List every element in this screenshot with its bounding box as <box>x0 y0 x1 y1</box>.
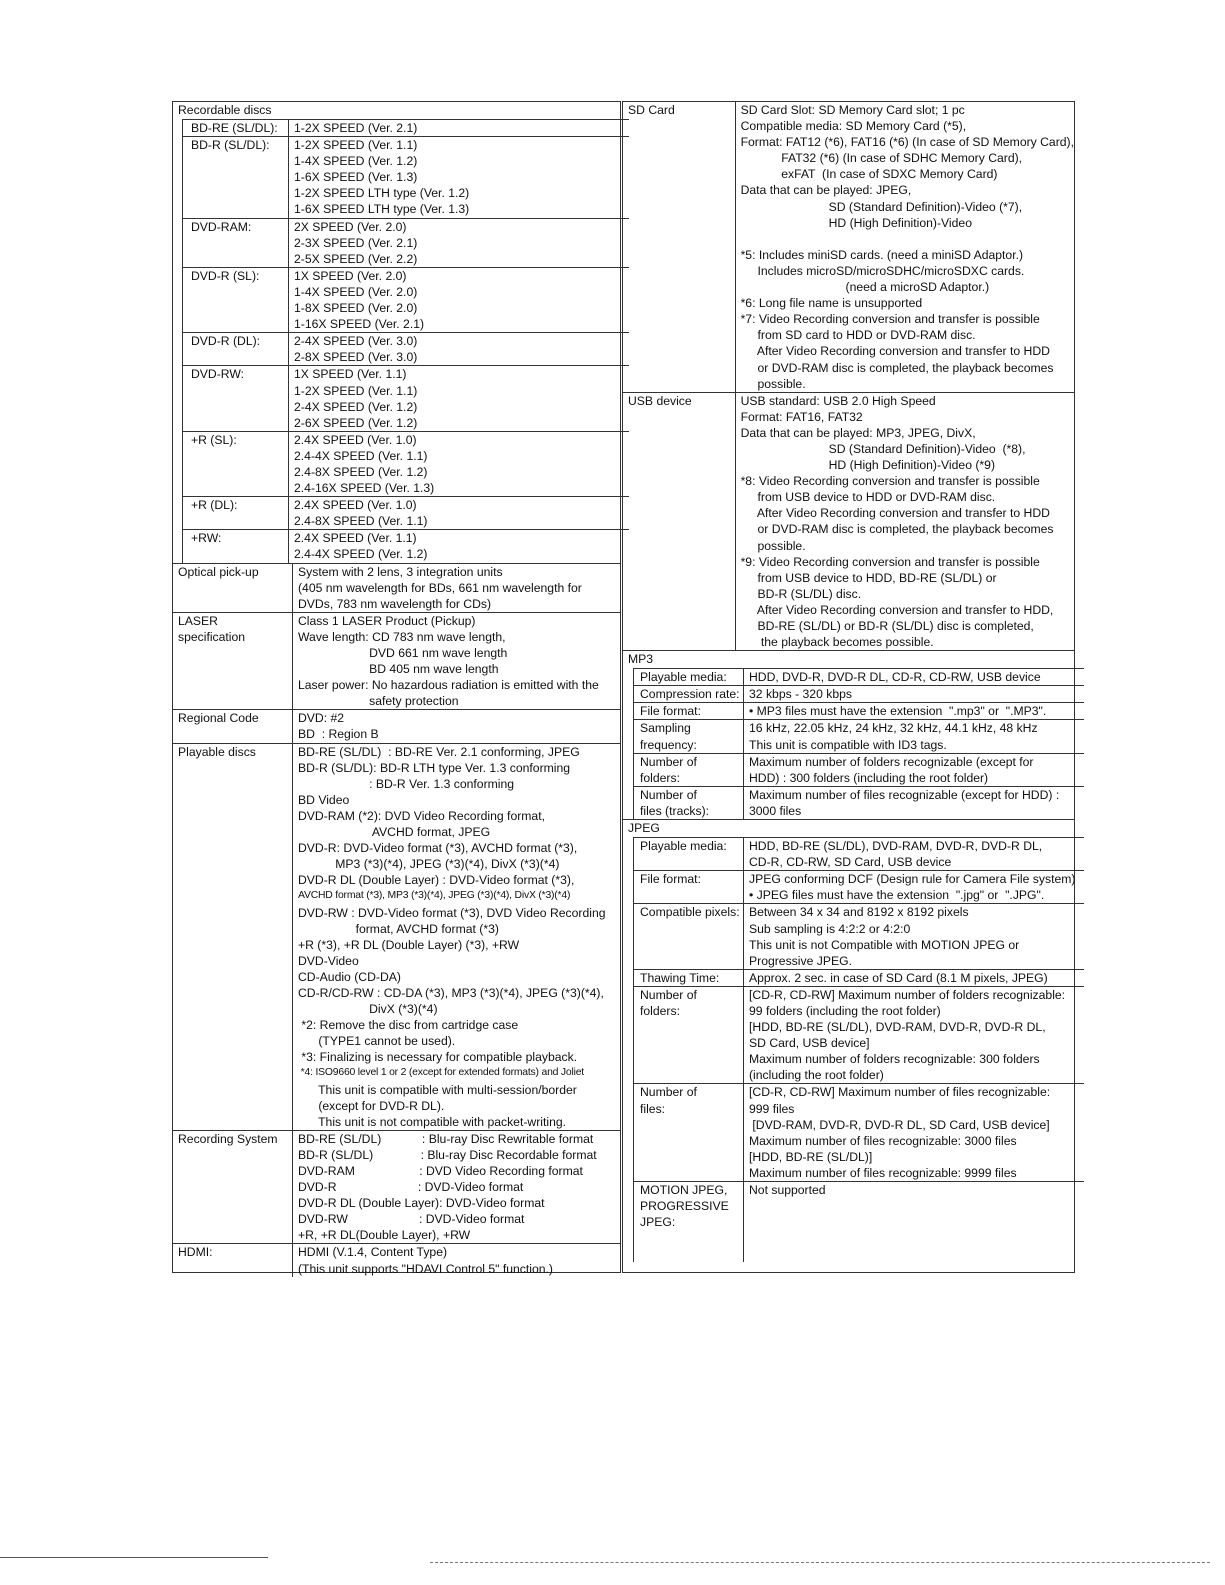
jpeg-spec-value <box>744 1182 1085 1263</box>
jpeg-spec-value-line: This unit is not Compatible with MOTION JPEG or <box>749 937 1020 952</box>
jpeg-spec-label <box>634 986 744 1084</box>
right-spec-value-line: SD (Standard Definition)-Video (*8), <box>740 441 1026 456</box>
right-spec-value-line: HD (High Definition)-Video (*9) <box>740 458 996 473</box>
recordable-disc-label-text: DVD-RW: <box>191 367 245 382</box>
recordable-disc-value-line: 2.4-4X SPEED (Ver. 1.1) <box>294 448 428 463</box>
recordable-discs-table <box>182 119 629 563</box>
recordable-disc-value-line: 1-8X SPEED (Ver. 2.0) <box>294 301 418 316</box>
mp3-spec-label <box>634 786 744 819</box>
left-spec-row <box>173 1244 620 1277</box>
left-spec-row <box>173 710 620 743</box>
left-spec-value <box>293 612 621 710</box>
left-spec-value-line: CD-R/CD-RW : CD-DA (*3), MP3 (*3)(*4), JPEG (*3)(*4), <box>298 985 604 1000</box>
mp3-spec-row <box>634 703 1085 720</box>
jpeg-spec-value-line: Between 34 x 34 and 8192 x 8192 pixels <box>749 905 969 920</box>
mp3-section <box>623 650 1074 819</box>
left-spec-value-line: DVD-RAM : DVD Video Recording format <box>298 1164 583 1178</box>
recordable-disc-value-line: 2.4X SPEED (Ver. 1.0) <box>294 498 417 513</box>
recordable-disc-value-line: 2.4-16X SPEED (Ver. 1.3) <box>294 481 435 496</box>
left-spec-value <box>293 1244 621 1277</box>
mp3-spec-value-line: HDD) : 300 folders (including the root folder) <box>749 770 989 785</box>
right-spec-value-line: *6: Long file name is unsupported <box>740 296 923 311</box>
recordable-disc-value <box>289 267 630 332</box>
jpeg-spec-value-line: Maximum number of folders recognizable: 300 folders <box>749 1052 1040 1067</box>
mp3-spec-value <box>744 720 1085 753</box>
jpeg-spec-value <box>744 986 1085 1084</box>
jpeg-spec-row <box>634 838 1085 871</box>
left-spec-value-line: CD-Audio (CD-DA) <box>298 969 401 984</box>
left-spec-label <box>173 1244 293 1277</box>
jpeg-spec-value-line: Maximum number of files recognizable: 9999 files <box>749 1165 1017 1180</box>
mp3-spec-row <box>634 786 1085 819</box>
left-spec-value-line: BD-R (SL/DL) : Blu-ray Disc Recordable format <box>298 1147 597 1162</box>
right-spec-label <box>623 392 735 650</box>
recordable-disc-value-line: 1-2X SPEED (Ver. 1.1) <box>294 383 418 398</box>
mp3-spec-value-line: • MP3 files must have the extension ".mp3" or ".MP3". <box>749 704 1047 719</box>
jpeg-spec-row <box>634 969 1085 986</box>
right-spec-value-line: After Video Recording conversion and transfer to HDD, <box>740 602 1054 617</box>
jpeg-table <box>633 837 1084 1262</box>
recordable-disc-label <box>183 497 289 530</box>
mp3-spec-value <box>744 669 1085 686</box>
jpeg-heading: JPEG <box>628 821 660 836</box>
mp3-spec-value-line: HDD, DVD-R, DVD-R DL, CD-R, CD-RW, USB device <box>749 670 1041 685</box>
right-spec-value-line: possible. <box>740 538 806 553</box>
recordable-disc-value <box>289 137 630 218</box>
mp3-spec-value-line: 16 kHz, 22.05 kHz, 24 kHz, 32 kHz, 44.1 kHz, 48 kHz <box>749 721 1038 736</box>
right-spec-label-line: USB device <box>628 393 692 408</box>
mp3-spec-row <box>634 753 1085 786</box>
recordable-disc-value <box>289 218 630 267</box>
jpeg-spec-value-line: Progressive JPEG. <box>749 953 852 968</box>
recordable-disc-value-line: 2-3X SPEED (Ver. 2.1) <box>294 235 418 250</box>
jpeg-spec-value-line: (including the root folder) <box>749 1068 884 1083</box>
jpeg-spec-label <box>634 969 744 986</box>
recordable-disc-value-line: 2-8X SPEED (Ver. 3.0) <box>294 350 418 365</box>
mp3-spec-value-line: 3000 files <box>749 803 802 818</box>
right-spec-value-line: *7: Video Recording conversion and transfer is possible <box>740 312 1040 327</box>
left-spec-value-line: DVD-Video <box>298 953 359 968</box>
right-spec-value-line: *5: Includes miniSD cards. (need a miniSD Adaptor.) <box>740 247 1024 262</box>
left-spec-value-line: (except for DVD-R DL). <box>298 1098 445 1113</box>
mp3-spec-row <box>634 720 1085 753</box>
recordable-disc-label <box>183 120 289 137</box>
left-spec-label-line: Playable discs <box>178 744 256 759</box>
right-spec-value-line: HD (High Definition)-Video <box>740 215 972 230</box>
recordable-disc-value-line: 2.4X SPEED (Ver. 1.1) <box>294 531 417 546</box>
right-spec-value-line: Includes microSD/microSDHC/microSDXC cards. <box>740 263 1025 278</box>
recordable-disc-label <box>183 218 289 267</box>
recordable-disc-value <box>289 366 630 431</box>
jpeg-spec-label <box>634 1182 744 1263</box>
jpeg-spec-value-line <box>749 1246 1084 1262</box>
right-spec-value-line: from SD card to HDD or DVD-RAM disc. <box>740 328 976 343</box>
jpeg-spec-value-line: HDD, BD-RE (SL/DL), DVD-RAM, DVD-R, DVD-R DL, <box>749 839 1043 854</box>
footer-rule-right <box>430 1562 1210 1563</box>
left-spec-value-line: *4: ISO9660 level 1 or 2 (except for extended formats) and Joliet <box>298 1067 584 1079</box>
left-spec-value-line: DVD 661 nm wave length <box>298 646 508 660</box>
jpeg-spec-value <box>744 871 1085 904</box>
jpeg-spec-label-line: File format: <box>640 872 701 887</box>
recordable-disc-label-text: BD-R (SL/DL): <box>191 138 270 153</box>
recordable-disc-value-line: 1-4X SPEED (Ver. 1.2) <box>294 154 418 169</box>
right-spec-value-line: Data that can be played: JPEG, <box>740 183 912 198</box>
mp3-spec-label-line: frequency: <box>640 737 697 752</box>
right-spec-value-line: USB standard: USB 2.0 High Speed <box>740 393 936 408</box>
right-spec-table <box>623 102 1074 650</box>
left-spec-label <box>173 1130 293 1244</box>
right-spec-value-line: Data that can be played: MP3, JPEG, DivX, <box>740 425 976 440</box>
left-spec-value-line: BD-R (SL/DL): BD-R LTH type Ver. 1.3 conforming <box>298 760 571 775</box>
right-spec-value-line: BD-RE (SL/DL) or BD-R (SL/DL) disc is completed, <box>740 619 1034 633</box>
mp3-spec-label-line: files (tracks): <box>640 803 710 818</box>
recordable-discs-heading: Recordable discs <box>178 103 272 117</box>
jpeg-spec-value-line: 999 files <box>749 1101 795 1116</box>
right-spec-value <box>735 102 1074 392</box>
left-spec-value <box>293 710 621 743</box>
left-spec-value-line: BD 405 nm wave length <box>298 662 499 677</box>
right-spec-value-line: Compatible media: SD Memory Card (*5), <box>740 119 967 134</box>
mp3-spec-label-line: Compression rate: <box>640 687 740 702</box>
recordable-disc-value-line: 1-6X SPEED LTH type (Ver. 1.3) <box>294 202 470 217</box>
left-spec-value-line: *2: Remove the disc from cartridge case <box>298 1018 519 1033</box>
jpeg-spec-value-line: [CD-R, CD-RW] Maximum number of folders recognizable: <box>749 987 1066 1002</box>
recordable-disc-label-text: DVD-RAM: <box>191 219 252 234</box>
recordable-disc-value-line: 1-16X SPEED (Ver. 2.1) <box>294 317 425 332</box>
right-spec-value-line: (need a microSD Adaptor.) <box>740 280 990 295</box>
recordable-disc-value-line: 1-6X SPEED (Ver. 1.3) <box>294 170 418 185</box>
left-spec-row <box>173 563 620 612</box>
jpeg-spec-label-line: MOTION JPEG, <box>640 1183 728 1197</box>
recordable-disc-value <box>289 530 630 563</box>
jpeg-spec-row <box>634 1084 1085 1182</box>
recordable-disc-value-line: 2-4X SPEED (Ver. 1.2) <box>294 399 418 414</box>
left-spec-value-line: This unit is compatible with multi-session/border <box>298 1082 577 1097</box>
jpeg-spec-label <box>634 871 744 904</box>
left-spec-value-line: DVD-R : DVD-Video format <box>298 1180 524 1195</box>
left-spec-value-line: BD-RE (SL/DL) : Blu-ray Disc Rewritable format <box>298 1131 594 1146</box>
recordable-disc-row <box>183 267 630 332</box>
recordable-disc-label <box>183 137 289 218</box>
left-spec-value-line: DVDs, 783 nm wavelength for CDs) <box>298 596 492 611</box>
left-spec-column <box>172 101 621 1276</box>
recordable-disc-label <box>183 333 289 366</box>
jpeg-spec-label-line: JPEG: <box>640 1215 676 1230</box>
jpeg-spec-value <box>744 1084 1085 1182</box>
recordable-disc-label <box>183 431 289 496</box>
left-spec-value-line: : BD-R Ver. 1.3 conforming <box>298 776 515 791</box>
left-spec-label <box>173 612 293 710</box>
right-spec-value-line: *9: Video Recording conversion and transfer is possible <box>740 554 1040 569</box>
jpeg-spec-value-line: [HDD, BD-RE (SL/DL), DVD-RAM, DVD-R, DVD-R DL, <box>749 1020 1046 1035</box>
left-spec-label <box>173 710 293 743</box>
recordable-disc-value <box>289 120 630 137</box>
right-spec-value-line: FAT32 (*6) (In case of SDHC Memory Card), <box>740 151 1023 166</box>
jpeg-spec-label <box>634 904 744 969</box>
left-spec-value-line: DVD: #2 <box>298 711 345 726</box>
left-spec-value-line: DVD-RAM (*2): DVD Video Recording format, <box>298 808 545 823</box>
jpeg-spec-value-line: CD-R, CD-RW, SD Card, USB device <box>749 855 952 870</box>
jpeg-spec-row <box>634 904 1085 969</box>
recordable-disc-value-line: 1-4X SPEED (Ver. 2.0) <box>294 284 418 299</box>
mp3-spec-row <box>634 669 1085 686</box>
mp3-spec-value-line: Maximum number of files recognizable (except for HDD) : <box>749 787 1060 802</box>
left-spec-label-line: LASER <box>178 613 218 628</box>
mp3-spec-row <box>634 686 1085 703</box>
jpeg-spec-label-line: Playable media: <box>640 839 727 854</box>
left-spec-value-line: (This unit supports "HDAVI Control 5" function.) <box>298 1261 553 1276</box>
recordable-disc-label-text: DVD-R (DL): <box>191 334 261 349</box>
mp3-heading: MP3 <box>628 652 654 667</box>
mp3-spec-label <box>634 686 744 703</box>
left-spec-value-line: Laser power: No hazardous radiation is emitted with the <box>298 678 599 693</box>
mp3-spec-label-line: File format: <box>640 704 701 719</box>
jpeg-spec-value-line: Sub sampling is 4:2:2 or 4:2:0 <box>749 921 911 936</box>
mp3-spec-value <box>744 686 1085 703</box>
left-spec-value <box>293 1130 621 1244</box>
right-spec-value-line: from USB device to HDD, BD-RE (SL/DL) or <box>740 570 997 585</box>
recordable-disc-label <box>183 267 289 332</box>
right-spec-value-line: or DVD-RAM disc is completed, the playback becomes <box>740 522 1054 537</box>
left-spec-table <box>173 563 620 1277</box>
jpeg-spec-label-line: Compatible pixels: <box>640 905 740 920</box>
left-spec-label-line: Optical pick-up <box>178 564 259 579</box>
left-spec-value-line: This unit is not compatible with packet-writing. <box>298 1114 567 1129</box>
jpeg-spec-row <box>634 986 1085 1084</box>
mp3-spec-value <box>744 703 1085 720</box>
mp3-spec-label-line: Number of <box>640 754 697 769</box>
mp3-spec-label-line: Playable media: <box>640 670 727 685</box>
mp3-spec-label-line: folders: <box>640 770 680 785</box>
jpeg-spec-value-line <box>749 1230 1084 1246</box>
recordable-disc-label-text: +R (DL): <box>191 498 238 513</box>
recordable-disc-value-line: 1X SPEED (Ver. 1.1) <box>294 367 407 382</box>
recordable-disc-row <box>183 120 630 137</box>
mp3-spec-label <box>634 703 744 720</box>
left-spec-value-line: (TYPE1 cannot be used). <box>298 1034 456 1049</box>
jpeg-section <box>623 819 1074 1262</box>
right-spec-value-line: BD-R (SL/DL) disc. <box>740 586 862 601</box>
recordable-disc-value <box>289 497 630 530</box>
recordable-disc-value-line: 1-2X SPEED (Ver. 1.1) <box>294 138 418 153</box>
jpeg-spec-value <box>744 838 1085 871</box>
recordable-disc-value-line: 2-6X SPEED (Ver. 1.2) <box>294 415 418 430</box>
left-spec-value-line: AVCHD format, JPEG <box>298 825 491 840</box>
recordable-disc-value-line: 2-5X SPEED (Ver. 2.2) <box>294 251 418 266</box>
jpeg-spec-label-line: Thawing Time: <box>640 970 720 985</box>
left-spec-label-line: HDMI: <box>178 1245 213 1260</box>
recordable-disc-value-line: 2.4X SPEED (Ver. 1.0) <box>294 432 417 447</box>
left-spec-value-line: MP3 (*3)(*4), JPEG (*3)(*4), DivX (*3)(*4) <box>298 857 560 872</box>
recordable-disc-row <box>183 431 630 496</box>
left-spec-value-line: Wave length: CD 783 nm wave length, <box>298 629 506 644</box>
jpeg-spec-label <box>634 838 744 871</box>
left-spec-value-line: DVD-RW : DVD-Video format (*3), DVD Video Recording <box>298 905 606 920</box>
right-spec-value-line <box>741 231 1074 247</box>
right-spec-value-line: *8: Video Recording conversion and transfer is possible <box>740 474 1040 489</box>
left-spec-value <box>293 743 621 1130</box>
recordable-disc-value-line: 1X SPEED (Ver. 2.0) <box>294 268 407 283</box>
recordable-disc-value-line: 2X SPEED (Ver. 2.0) <box>294 219 407 234</box>
right-spec-value-line: SD (Standard Definition)-Video (*7), <box>740 199 1023 214</box>
jpeg-spec-label-line: Number of <box>640 1085 697 1100</box>
right-spec-value-line: from USB device to HDD or DVD-RAM disc. <box>740 490 996 505</box>
mp3-spec-value-line: 32 kbps - 320 kbps <box>749 687 852 702</box>
left-spec-value-line: BD Video <box>298 792 350 807</box>
recordable-disc-value-line: 1-2X SPEED (Ver. 2.1) <box>294 121 418 135</box>
footer-rule-left <box>0 1557 268 1558</box>
left-spec-label-line: specification <box>178 629 246 644</box>
recordable-disc-row <box>183 530 630 563</box>
jpeg-spec-value-line <box>749 1214 1084 1230</box>
left-spec-value-line: BD-RE (SL/DL) : BD-RE Ver. 2.1 conforming, JPEG <box>298 744 580 759</box>
right-spec-column <box>622 101 1075 1273</box>
recordable-disc-label <box>183 530 289 563</box>
mp3-spec-value <box>744 786 1085 819</box>
recordable-disc-value-line: 2.4-8X SPEED (Ver. 1.1) <box>294 514 428 529</box>
recordable-disc-value-line: 2.4-8X SPEED (Ver. 1.2) <box>294 464 428 479</box>
jpeg-spec-value-line: 99 folders (including the root folder) <box>749 1003 941 1018</box>
jpeg-spec-label <box>634 1084 744 1182</box>
recordable-disc-row <box>183 366 630 431</box>
right-spec-value-line: possible. <box>740 376 806 391</box>
jpeg-spec-label-line: Number of <box>640 987 697 1002</box>
right-spec-value-line: After Video Recording conversion and transfer to HDD <box>740 506 1050 521</box>
jpeg-spec-label-line: PROGRESSIVE <box>640 1199 729 1214</box>
recordable-disc-label-text: +RW: <box>191 531 222 546</box>
left-spec-value-line: format, AVCHD format (*3) <box>298 921 499 936</box>
mp3-spec-label <box>634 753 744 786</box>
jpeg-spec-value-line: Maximum number of files recognizable: 3000 files <box>749 1133 1017 1148</box>
left-spec-value-line: DivX (*3)(*4) <box>298 1002 438 1017</box>
recordable-disc-value-line: 2-4X SPEED (Ver. 3.0) <box>294 334 418 349</box>
left-spec-value-line: DVD-R DL (Double Layer) : DVD-Video format (*3), <box>298 873 575 888</box>
mp3-spec-label-line: Sampling <box>640 721 691 736</box>
left-spec-value-line: (405 nm wavelength for BDs, 661 nm wavelength for <box>298 580 582 595</box>
left-spec-value-line: HDMI (V.1.4, Content Type) <box>298 1245 448 1260</box>
recordable-disc-label-text: BD-RE (SL/DL): <box>191 121 278 135</box>
recordable-disc-row <box>183 497 630 530</box>
jpeg-spec-value-line: [DVD-RAM, DVD-R, DVD-R DL, SD Card, USB device] <box>749 1117 1050 1132</box>
right-spec-value-line: Format: FAT12 (*6), FAT16 (*6) (In case of SD Memory Card), <box>740 135 1074 150</box>
right-spec-label <box>623 102 735 392</box>
left-spec-value-line: AVCHD format (*3), MP3 (*3)(*4), JPEG (*3)(*4), DivX (*3)(*4) <box>298 890 571 902</box>
recordable-disc-label <box>183 366 289 431</box>
right-spec-value-line: exFAT (In case of SDXC Memory Card) <box>740 167 998 182</box>
right-spec-value-line: After Video Recording conversion and transfer to HDD <box>740 344 1050 359</box>
jpeg-spec-value-line: [CD-R, CD-RW] Maximum number of files recognizable: <box>749 1085 1051 1100</box>
right-spec-row <box>623 102 1074 392</box>
mp3-spec-value <box>744 753 1085 786</box>
left-spec-value-line: DVD-R: DVD-Video format (*3), AVCHD format (*3), <box>298 841 578 856</box>
recordable-disc-row <box>183 333 630 366</box>
left-spec-row <box>173 1130 620 1244</box>
left-spec-value-line: Class 1 LASER Product (Pickup) <box>298 613 476 628</box>
left-spec-label <box>173 563 293 612</box>
right-spec-label-line: SD Card <box>628 103 675 117</box>
left-spec-value-line: DVD-RW : DVD-Video format <box>298 1212 525 1227</box>
jpeg-spec-value-line <box>749 1198 1084 1214</box>
jpeg-spec-value <box>744 904 1085 969</box>
mp3-spec-label <box>634 720 744 753</box>
right-spec-value-line: the playback becomes possible. <box>740 635 934 650</box>
left-spec-value <box>293 563 621 612</box>
jpeg-spec-value-line: JPEG conforming DCF (Design rule for Camera File system) <box>749 872 1076 887</box>
mp3-spec-value-line: This unit is compatible with ID3 tags. <box>749 737 947 752</box>
left-spec-value-line: DVD-R DL (Double Layer): DVD-Video format <box>298 1196 545 1211</box>
recordable-disc-row <box>183 137 630 218</box>
left-spec-label <box>173 743 293 1130</box>
jpeg-spec-row <box>634 871 1085 904</box>
recordable-disc-label-text: +R (SL): <box>191 432 237 447</box>
left-spec-label-line: Regional Code <box>178 711 259 726</box>
left-spec-value-line: *3: Finalizing is necessary for compatible playback. <box>298 1050 578 1065</box>
left-spec-row <box>173 743 620 1130</box>
right-spec-value-line: SD Card Slot: SD Memory Card slot; 1 pc <box>740 103 965 117</box>
left-spec-label-line: Recording System <box>178 1131 278 1146</box>
right-spec-value-line: Format: FAT16, FAT32 <box>740 409 863 424</box>
right-spec-row <box>623 392 1074 650</box>
recordable-disc-value <box>289 333 630 366</box>
recordable-disc-label-text: DVD-R (SL): <box>191 268 260 283</box>
jpeg-spec-label-line: folders: <box>640 1003 680 1018</box>
jpeg-spec-value-line: • JPEG files must have the extension ".jpg" or ".JPG". <box>749 888 1045 903</box>
jpeg-spec-value-line: Approx. 2 sec. in case of SD Card (8.1 M pixels, JPEG) <box>749 970 1048 985</box>
mp3-spec-value-line: Maximum number of folders recognizable (except for <box>749 754 1034 769</box>
jpeg-spec-value-line: SD Card, USB device] <box>749 1036 870 1051</box>
recordable-disc-value <box>289 431 630 496</box>
left-spec-value-line: +R, +R DL(Double Layer), +RW <box>298 1228 471 1243</box>
left-spec-value-line: +R (*3), +R DL (Double Layer) (*3), +RW <box>298 937 520 952</box>
jpeg-spec-value-line: Not supported <box>749 1183 826 1197</box>
right-spec-value-line: or DVD-RAM disc is completed, the playback becomes <box>740 360 1054 375</box>
jpeg-spec-label-line: files: <box>640 1101 666 1116</box>
jpeg-spec-value <box>744 969 1085 986</box>
left-spec-row <box>173 612 620 710</box>
jpeg-spec-row <box>634 1182 1085 1263</box>
left-spec-value-line: safety protection <box>298 694 459 709</box>
right-spec-value <box>735 392 1074 650</box>
left-spec-value-line: BD : Region B <box>298 727 379 742</box>
recordable-disc-value-line: 1-2X SPEED LTH type (Ver. 1.2) <box>294 186 470 201</box>
jpeg-spec-value-line: [HDD, BD-RE (SL/DL)] <box>749 1149 873 1164</box>
mp3-spec-label-line: Number of <box>640 787 697 802</box>
mp3-table <box>633 668 1084 819</box>
left-spec-value-line: System with 2 lens, 3 integration units <box>298 564 503 579</box>
mp3-spec-label <box>634 669 744 686</box>
recordable-disc-value-line: 2.4-4X SPEED (Ver. 1.2) <box>294 547 428 562</box>
recordable-disc-row <box>183 218 630 267</box>
